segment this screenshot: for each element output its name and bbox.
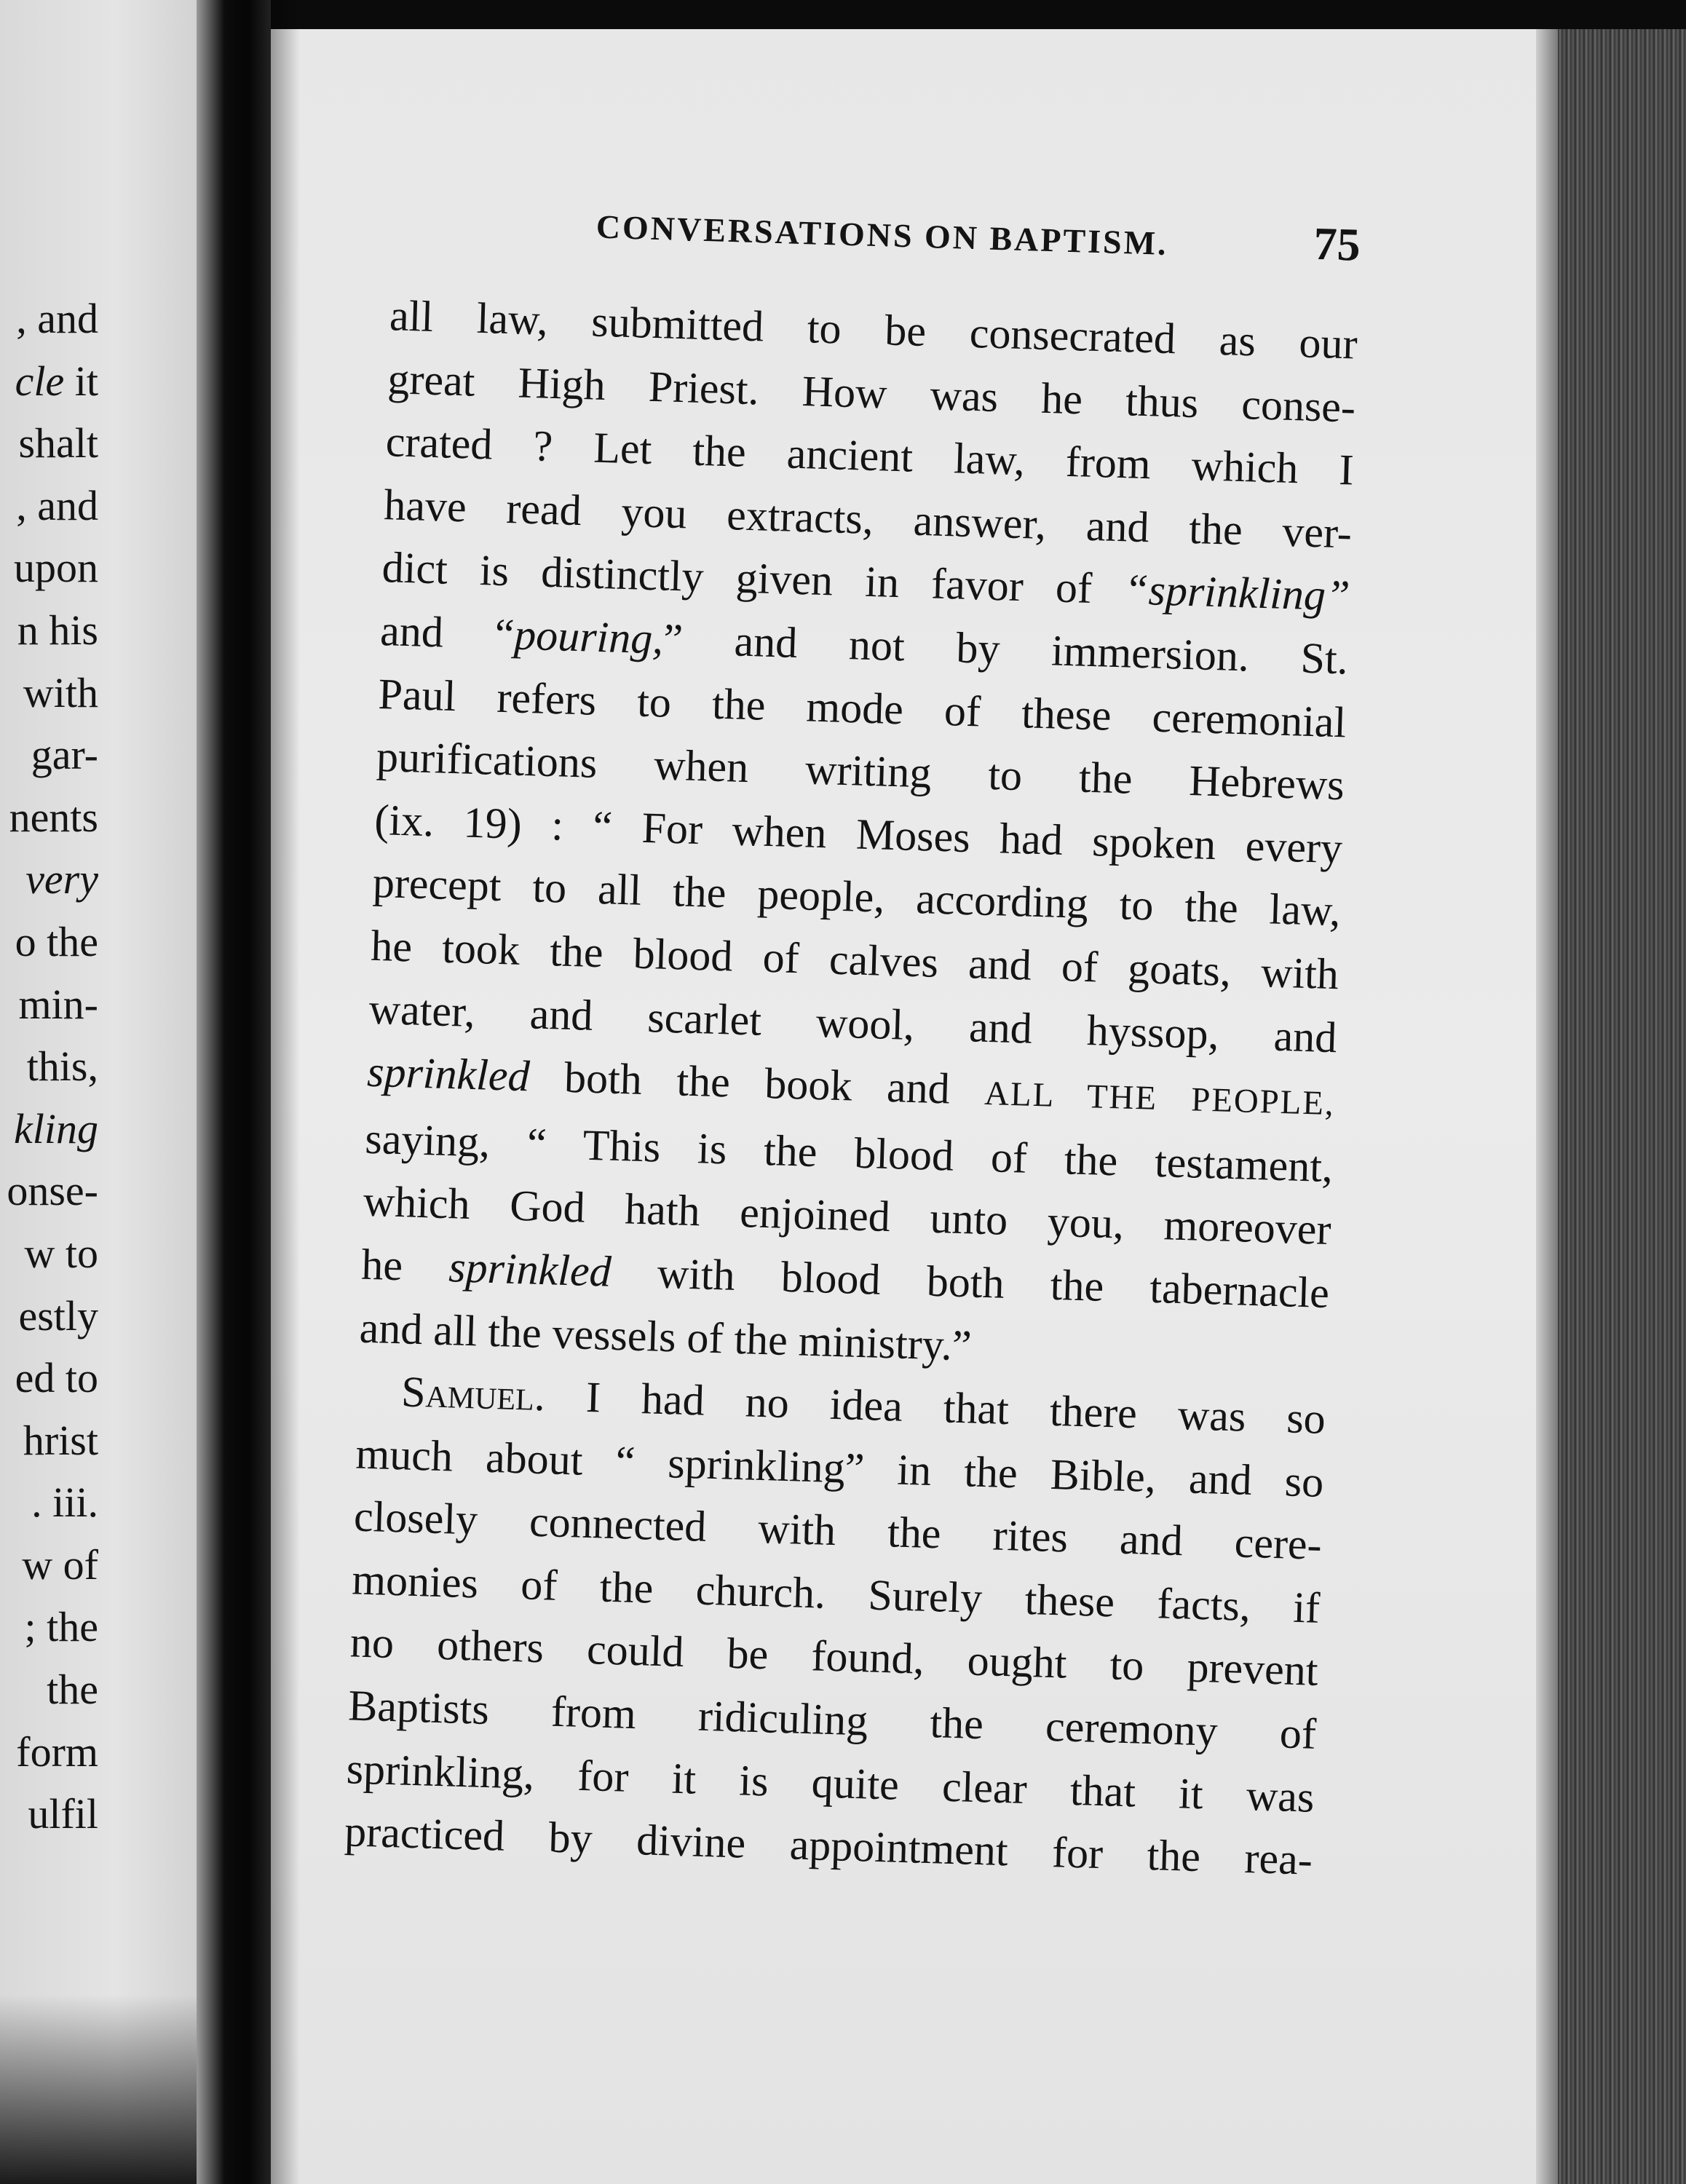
left-line: ed to	[15, 1354, 98, 1402]
text-line: great High Priest. How was he thus conse-	[387, 354, 1356, 432]
italic-sprinkling: “sprinkling”	[1123, 565, 1351, 620]
left-line-italic: cle	[15, 357, 65, 405]
caps-all-the-people: ALL THE PEOPLE,	[984, 1075, 1336, 1123]
page-edge-stack	[1536, 29, 1686, 2184]
text-line: Baptists from ridiculing the ceremony of	[347, 1681, 1317, 1758]
text-line: and all the vessels of the ministry.”	[358, 1303, 973, 1370]
text-line: sprinkling, for it is quite clear that it was	[345, 1744, 1315, 1821]
italic-sprinkled: sprinkled	[448, 1243, 612, 1296]
left-line: shalt	[18, 419, 98, 467]
text-line: Paul refers to the mode of these ceremonial	[377, 669, 1347, 746]
italic-sprinkled: sprinkled	[366, 1047, 531, 1101]
left-line: ; the	[24, 1603, 98, 1651]
left-line: this,	[26, 1042, 98, 1091]
left-line: very	[25, 855, 98, 903]
text-line: he took the blood of calves and of goats, with	[370, 921, 1339, 999]
text-line: water, and scarlet wool, and hyssop, and	[368, 984, 1338, 1061]
text-run: he	[360, 1240, 450, 1291]
text-line: which God hath enjoined unto you, moreover	[363, 1176, 1332, 1254]
text-line: purifications when writing to the Hebrews	[376, 732, 1345, 810]
left-line: ulfil	[28, 1790, 98, 1838]
left-line: the	[47, 1666, 98, 1714]
text-run: with blood both the tabernacle	[610, 1247, 1330, 1317]
text-line: closely connected with the rites and cere-	[353, 1492, 1323, 1570]
running-title: CONVERSATIONS ON BAPTISM.	[595, 207, 1169, 262]
left-line: w of	[22, 1540, 98, 1588]
text-line: monies of the church. Surely these facts, if	[351, 1555, 1321, 1632]
text-run: both the book and	[529, 1052, 986, 1115]
speaker-name: Samuel.	[400, 1367, 546, 1420]
italic-pouring: pouring,	[513, 610, 665, 663]
left-line: hrist	[23, 1416, 98, 1464]
text-line: (ix. 19) : “ For when Moses had spoken every	[373, 795, 1344, 873]
facing-page-text	[0, 288, 98, 1845]
left-line: estly	[18, 1291, 98, 1340]
left-line: n his	[17, 606, 98, 654]
left-line: kling	[14, 1104, 98, 1152]
text-run: and “	[379, 606, 515, 659]
left-line	[0, 350, 98, 413]
left-line: upon	[14, 544, 98, 592]
text-line: practiced by divine appointment for the rea-	[344, 1807, 1313, 1884]
page-number: 75	[1313, 217, 1361, 271]
text-run: ” and not by immersion. St.	[662, 614, 1349, 684]
left-line: onse-	[7, 1167, 98, 1215]
body-text	[344, 284, 1358, 1891]
left-line: form	[16, 1728, 98, 1776]
left-line: min-	[18, 980, 98, 1028]
text-line: crated ? Let the ancient law, from which I	[385, 417, 1355, 494]
left-line: , and	[16, 295, 98, 342]
left-line-rest: it	[64, 357, 98, 405]
text-line: much about “ sprinkling” in the Bible, and so	[355, 1429, 1325, 1506]
text-line: saying, “ This is the blood of the testament,	[364, 1114, 1334, 1191]
book-gutter	[197, 0, 277, 2184]
text-run: I had no idea that there was so	[544, 1372, 1326, 1444]
text-run: dict is distinctly given in favor of	[381, 543, 1125, 614]
text-line: all law, submitted to be consecrated as our	[389, 291, 1358, 368]
left-line: w to	[24, 1229, 98, 1277]
left-line: with	[23, 668, 98, 716]
left-line: . iii.	[31, 1479, 98, 1527]
text-line: no others could be found, ought to prevent	[349, 1618, 1319, 1696]
text-line: have read you extracts, answer, and the ver-	[383, 480, 1353, 558]
left-line: nents	[9, 793, 98, 841]
text-line: precept to all the people, according to the law,	[372, 858, 1342, 935]
left-line: , and	[16, 481, 98, 529]
left-line: o the	[15, 917, 98, 965]
page-text-block	[344, 189, 1361, 1891]
facing-page-left	[0, 0, 211, 2184]
left-line: gar-	[31, 731, 98, 779]
